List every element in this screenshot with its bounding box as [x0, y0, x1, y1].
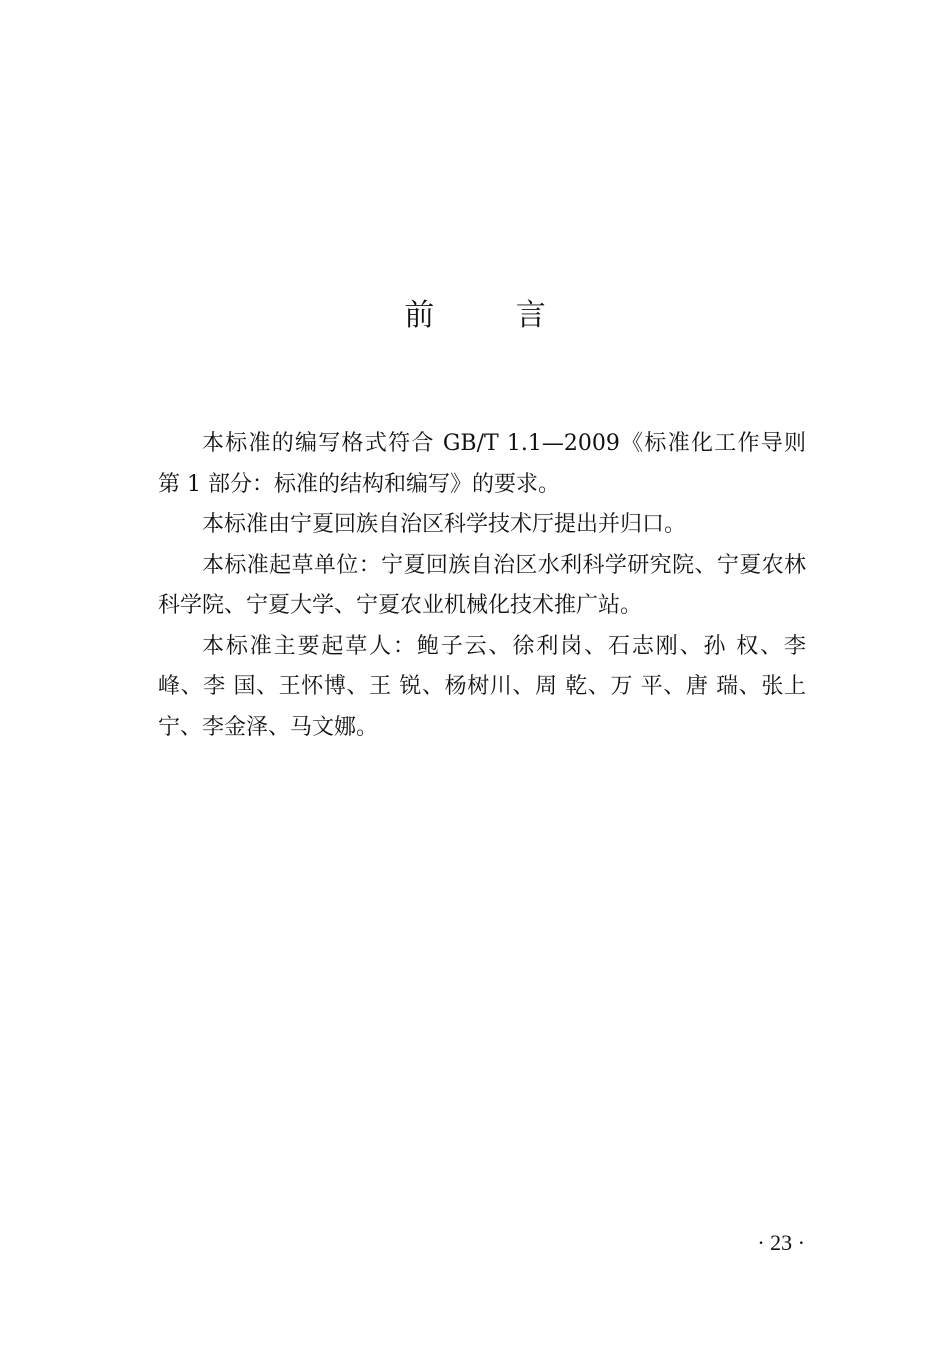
page-number: · 23 · — [757, 1230, 805, 1255]
paragraph-proposer: 本标准由宁夏回族自治区科学技术厅提出并归口。 — [202, 512, 687, 537]
paragraph-drafters: 本标准主要起草人：鲍子云、徐利岗、石志刚、孙 权、李 峰、李 国、王怀博、王 锐、杨树川、周 乾、万 平、唐 瑞、张上宁、李金泽、马文娜。 — [158, 633, 806, 740]
foreword-body — [158, 424, 806, 748]
paragraph-format-standard: 本标准的编写格式符合 GB/T 1.1—2009《标准化工作导则 第 1 部分：标准的结构和编写》的要求。 — [158, 431, 806, 497]
paragraph-drafting-units: 本标准起草单位：宁夏回族自治区水利科学研究院、宁夏农林科学院、宁夏大学、宁夏农业机械化技术推广站。 — [158, 552, 806, 618]
page-title: 前 言 — [404, 298, 582, 333]
